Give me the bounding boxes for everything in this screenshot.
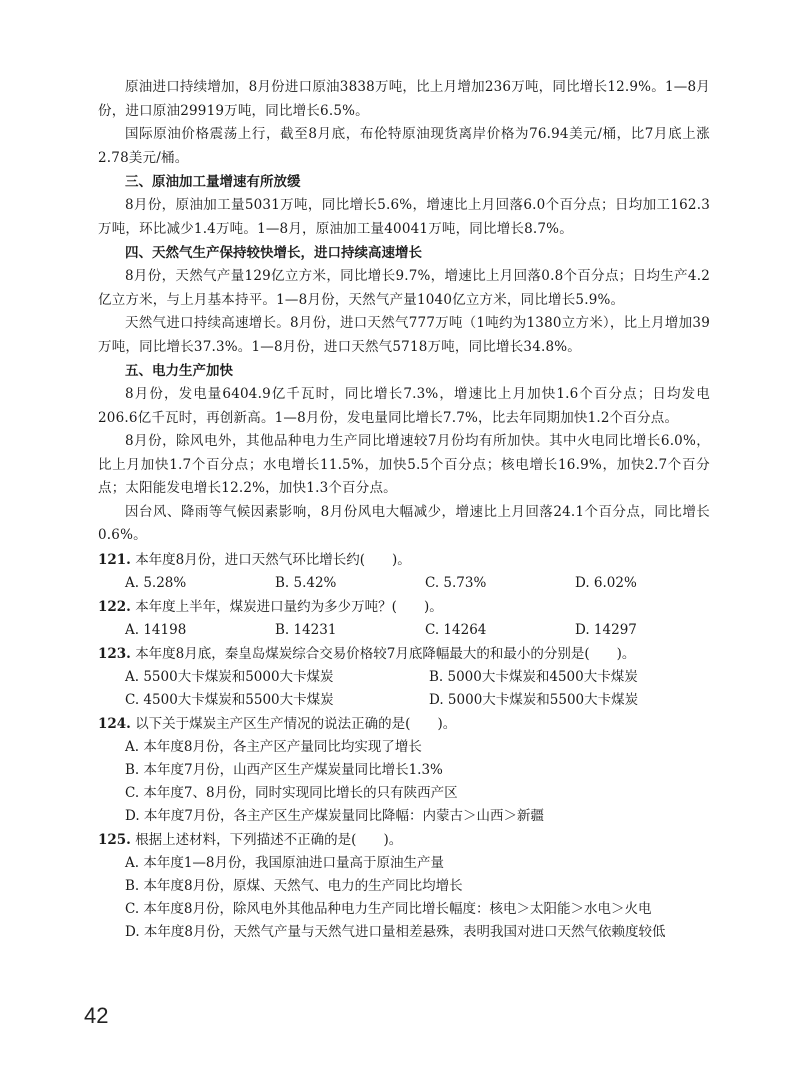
options-121 (98, 572, 710, 595)
option-d: D. 本年度7月份，各主产区生产煤炭量同比降幅：内蒙古＞山西＞新疆 (125, 807, 545, 824)
question-stem: 根据上述材料，下列描述不正确的是( )。 (135, 831, 403, 848)
paragraph-gas-production: 8月份，天然气产量129亿立方米，同比增长9.7%，增速比上月回落0.8个百分点；日均生产4.2亿立方米，与上月基本持平。1—8月份，天然气产量1040亿立方米，同比增长5.9%。 (98, 268, 710, 308)
option-c: C. 5.73% (425, 574, 487, 591)
option-a: A. 本年度8月份，各主产区产量同比均实现了增长 (125, 738, 422, 755)
question-number: 125. (98, 831, 131, 848)
page-number: 42 (84, 1003, 109, 1028)
question-stem: 本年度8月底，秦皇岛煤炭综合交易价格较7月底降幅最大的和最小的分别是( )。 (135, 645, 636, 662)
question-121 (98, 548, 710, 572)
section-heading-electricity: 五、电力生产加快 (125, 363, 233, 379)
question-number: 124. (98, 715, 131, 732)
option-d: D. 6.02% (575, 574, 637, 591)
paragraph-refining: 8月份，原油加工量5031万吨，同比增长5.6%，增速比上月回落6.0个百分点；日均加工162.3万吨，环比减少1.4万吨。1—8月，原油加工量40041万吨，同比增长8.7%。 (98, 197, 710, 237)
option-b: B. 5.42% (275, 574, 337, 591)
paragraph-crude-import: 原油进口持续增加，8月份进口原油3838万吨，比上月增加236万吨，同比增长12.9%。1—8月份，进口原油29919万吨，同比增长6.5%。 (98, 79, 710, 119)
option-a: A. 本年度1—8月份，我国原油进口量高于原油生产量 (125, 854, 445, 871)
question-122 (98, 595, 710, 619)
options-124 (98, 736, 710, 828)
option-a: A. 5.28% (125, 574, 187, 591)
option-a: A. 14198 (125, 621, 187, 638)
question-stem: 本年度上半年，煤炭进口量约为多少万吨？( )。 (135, 598, 443, 615)
question-number: 123. (98, 645, 131, 662)
section-heading-refining: 三、原油加工量增速有所放缓 (125, 174, 301, 190)
option-c: C. 4500大卡煤炭和5500大卡煤炭 (125, 691, 334, 708)
paragraph-oil-price: 国际原油价格震荡上行，截至8月底，布伦特原油现货离岸价格为76.94美元/桶，比7月底上涨2.78美元/桶。 (98, 126, 710, 166)
paragraph-wind-power: 因台风、降雨等气候因素影响，8月份风电大幅减少，增速比上月回落24.1个百分点，同比增长0.6%。 (98, 503, 710, 543)
question-125 (98, 828, 710, 852)
section-heading-natural-gas: 四、天然气生产保持较快增长，进口持续高速增长 (125, 245, 422, 261)
option-b: B. 本年度7月份，山西产区生产煤炭量同比增长1.3% (125, 761, 443, 778)
paragraph-gas-import: 天然气进口持续高速增长。8月份，进口天然气777万吨（1吨约为1380立方米），比上月增加39万吨，同比增长37.3%。1—8月份，进口天然气5718万吨，同比增长34.8%。 (98, 315, 710, 355)
options-125 (98, 852, 710, 944)
option-b: B. 5000大卡煤炭和4500大卡煤炭 (429, 668, 638, 685)
options-122 (98, 619, 710, 642)
option-d: D. 5000大卡煤炭和5500大卡煤炭 (429, 691, 639, 708)
paragraph-power-generation: 8月份，发电量6404.9亿千瓦时，同比增长7.3%，增速比上月加快1.6个百分点；日均发电206.6亿千瓦时，再创新高。1—8月份，发电量同比增长7.7%，比去年同期加快1.2个百分点。 (98, 386, 710, 426)
question-stem: 本年度8月份，进口天然气环比增长约( )。 (135, 551, 411, 568)
question-number: 122. (98, 598, 131, 615)
option-b: B. 本年度8月份，原煤、天然气、电力的生产同比均增长 (125, 877, 463, 894)
question-number: 121. (98, 551, 131, 568)
paragraph-power-by-type: 8月份，除风电外，其他品种电力生产同比增速较7月份均有所加快。其中火电同比增长6.0%，比上月加快1.7个百分点；水电增长11.5%，加快5.5个百分点；核电增长16.9%，加快2.7个百分点；太阳能发电增长12.2%，加快1.3个百分点。 (98, 433, 710, 496)
option-c: C. 本年度7、8月份，同时实现同比增长的只有陕西产区 (125, 784, 458, 801)
option-a: A. 5500大卡煤炭和5000大卡煤炭 (125, 668, 334, 685)
option-c: C. 14264 (425, 621, 487, 638)
question-stem: 以下关于煤炭主产区生产情况的说法正确的是( )。 (135, 715, 457, 732)
option-b: B. 14231 (275, 621, 337, 638)
option-c: C. 本年度8月份，除风电外其他品种电力生产同比增长幅度：核电＞太阳能＞水电＞火电 (125, 900, 652, 917)
option-d: D. 14297 (575, 621, 637, 638)
question-123 (98, 642, 710, 666)
options-123 (98, 666, 710, 712)
question-124 (98, 712, 710, 736)
page-content (98, 76, 710, 944)
option-d: D. 本年度8月份，天然气产量与天然气进口量相差悬殊，表明我国对进口天然气依赖度较低 (125, 923, 666, 940)
